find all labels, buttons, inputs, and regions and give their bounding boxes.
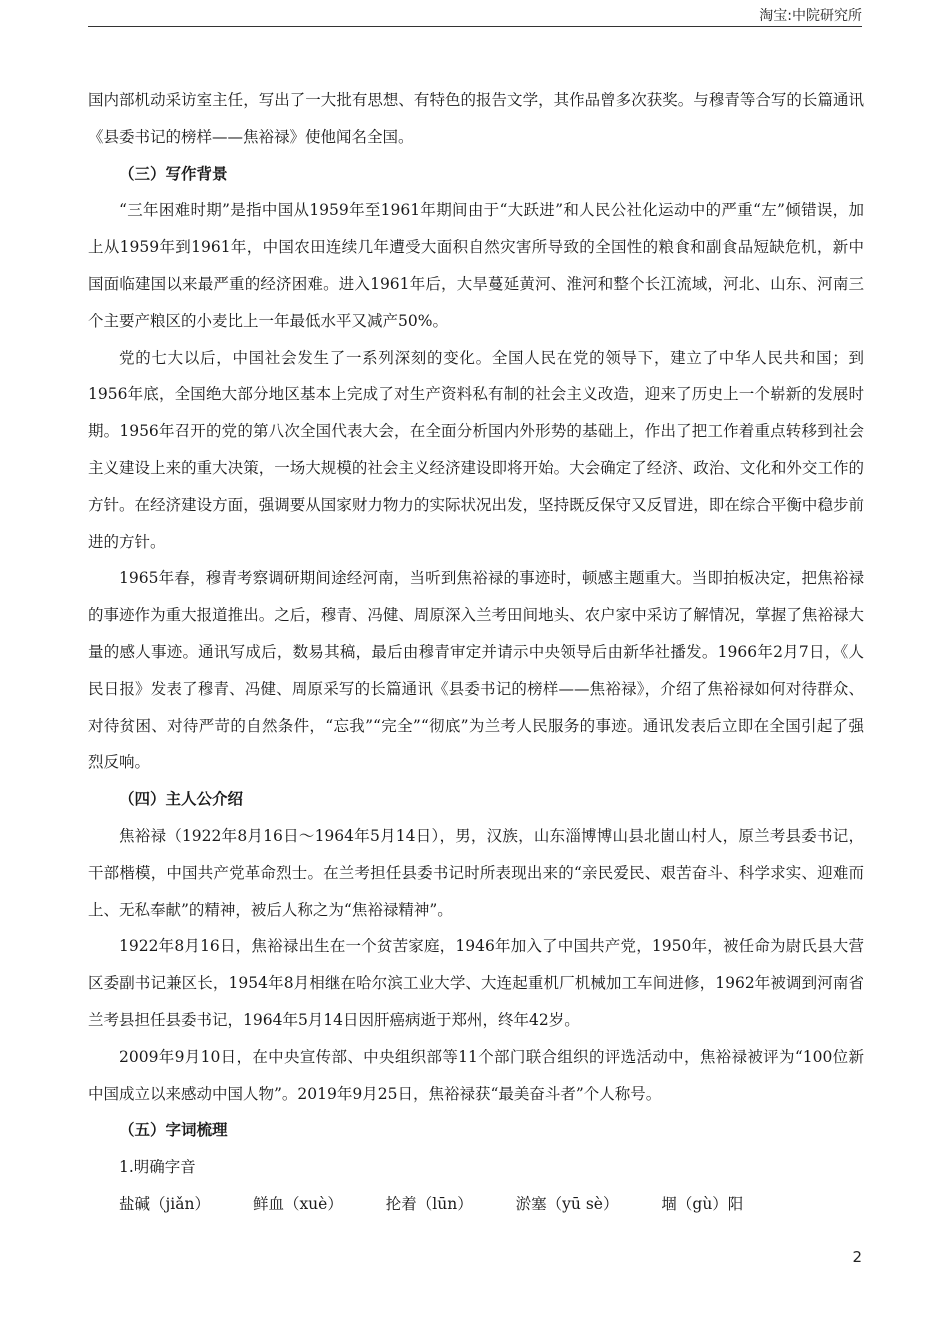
paragraph-background-2: 党的七大以后，中国社会发生了一系列深刻的变化。全国人民在党的领导下，建立了中华人民共和国；到1956年底，全国绝大部分地区基本上完成了对生产资料私有制的社会主义改造，迎来了历史上一个崭新的发展时期。1956年召开的党的第八次全国代表大会，在全面分析国内外形势的基础上，作出了把工作着重点转移到社会主义建设上来的重大决策，一场大规模的社会主义经济建设即将开始。大会确定了经济、政治、文化和外交工作的方针。在经济建设方面，强调要从国家财力物力的实际状况出发，坚持既反保守又反冒进，即在综合平衡中稳步前进的方针。 [88,348,864,551]
page-header [88,6,862,27]
pinyin-item: 盐碱（jiǎn） [119,1194,210,1213]
section-heading-background: （三）写作背景 [119,164,228,183]
pinyin-item: 淤塞（yū sè） [515,1194,619,1213]
page-number: 2 [852,1248,862,1266]
document-body [88,82,864,1223]
section-heading-protagonist: （四）主人公介绍 [119,790,244,809]
paragraph-background-1: “三年困难时期”是指中国从1959年至1961年期间由于“大跃进”和人民公社化运动中的严重“左”倾错误，加上从1959年到1961年，中国农田连续几年遭受大面积自然灾害所导致的全国性的粮食和副食品短缺危机，新中国面临建国以来最严重的经济困难。进入1961年后，大旱蔓延黄河、淮河和整个长江流域，河北、山东、河南三个主要产粮区的小麦比上一年最低水平又减产50%。 [88,201,864,330]
paragraph-protagonist-3: 2009年9月10日，在中央宣传部、中央组织部等11个部门联合组织的评选活动中，焦裕禄被评为“100位新中国成立以来感动中国人物”。2019年9月25日，焦裕禄获“最美奋斗者”个人称号。 [88,1047,864,1103]
pinyin-item: 鲜血（xuè） [252,1194,343,1213]
pinyin-list [88,1186,864,1223]
paragraph-background-3: 1965年春，穆青考察调研期间途经河南，当听到焦裕禄的事迹时，顿感主题重大。当即拍板决定，把焦裕禄的事迹作为重大报道推出。之后，穆青、冯健、周原深入兰考田间地头、农户家中采访了解情况，掌握了焦裕禄大量的感人事迹。通讯写成后，数易其稿，最后由穆青审定并请示中央领导后由新华社播发。1966年2月7日，《人民日报》发表了穆青、冯健、周原采写的长篇通讯《县委书记的榜样——焦裕禄》，介绍了焦裕禄如何对待群众、对待贫困、对待严苛的自然条件，“忘我”“完全”“彻底”为兰考人民服务的事迹。通讯发表后立即在全国引起了强烈反响。 [88,569,864,772]
header-text: 淘宝:中院研究所 [759,8,862,24]
pinyin-item: 堌（gù）阳 [661,1194,744,1213]
section-heading-vocabulary: （五）字词梳理 [119,1121,228,1140]
paragraph-protagonist-1: 焦裕禄（1922年8月16日～1964年5月14日），男，汉族，山东淄博博山县北崮山村人，原兰考县委书记，干部楷模，中国共产党革命烈士。在兰考担任县委书记时所表现出来的“亲民爱民、艰苦奋斗、科学求实、迎难而上、无私奉献”的精神，被后人称之为“焦裕禄精神”。 [88,826,864,919]
paragraph-protagonist-2: 1922年8月16日，焦裕禄出生在一个贫苦家庭，1946年加入了中国共产党，1950年，被任命为尉氏县大营区委副书记兼区长，1954年8月相继在哈尔滨工业大学、大连起重机厂机械加工车间进修，1962年被调到河南省兰考县担任县委书记，1964年5月14日因肝癌病逝于郑州，终年42岁。 [88,937,864,1029]
paragraph-intro-continuation: 国内部机动采访室主任，写出了一大批有思想、有特色的报告文学，其作品曾多次获奖。与穆青等合写的长篇通讯《县委书记的榜样——焦裕禄》使他闻名全国。 [88,91,864,146]
pinyin-item: 抡着（lūn） [385,1194,473,1213]
vocabulary-subheading: 1.明确字音 [119,1158,196,1177]
